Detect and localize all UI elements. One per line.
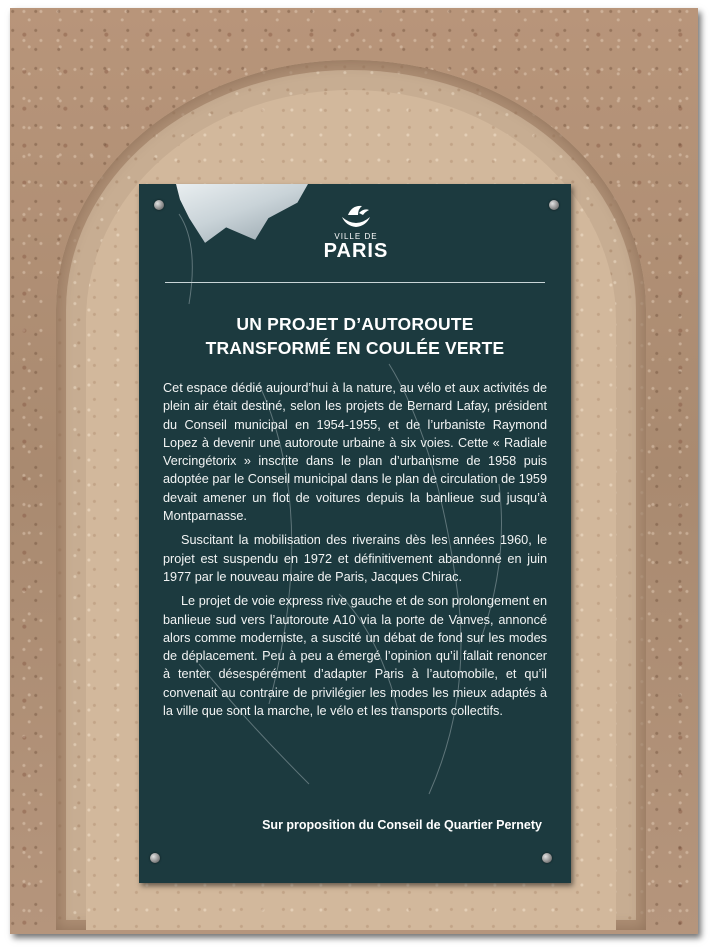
bolt-top-left bbox=[154, 200, 164, 210]
divider bbox=[165, 282, 545, 283]
paragraph-2: Suscitant la mobilisation des riverains dès les années 1960, le projet est suspendu en 1972 et définitivement abandonné en juin 1977 par le nouveau maire de Paris, Jacques Chirac. bbox=[163, 533, 547, 584]
bolt-bottom-left bbox=[150, 853, 160, 863]
bolt-top-right bbox=[549, 200, 559, 210]
logo-ville-label: VILLE DE bbox=[334, 232, 378, 241]
title-line-1: UN PROJET D’AUTOROUTE bbox=[236, 314, 474, 334]
ville-de-paris-logo bbox=[316, 203, 396, 273]
plaque-title bbox=[150, 312, 560, 360]
paris-ship-icon bbox=[336, 203, 376, 231]
paragraph-1: Cet espace dédié aujourd’hui à la nature, au vélo et aux activités de plein air était destiné, selon les projets de Bernard Lafay, président du Conseil municipal en 1954-1955, et de l’urbaniste Raymond Lopez à devenir une autoroute urbaine à six voies. Cette « Radiale Vercingétorix » inscrite dans le plan d’urbanisme de 1958 puis adoptée par le Conseil municipal dans le plan de circulation de 1959 devait amener un flot de voitures depuis la banlieue sud jusqu’à Montparnasse. bbox=[163, 381, 547, 524]
plaque-body bbox=[163, 379, 547, 726]
bolt-bottom-right bbox=[542, 853, 552, 863]
paragraph-3: Le projet de voie express rive gauche et de son prolongement en banlieue sud vers l’autoroute A10 via la porte de Vanves, annoncé alors comme moderniste, a suscité un débat de fond sur les modes de déplacement. Peu à peu a émergé l’opinion qu’il fallait renoncer à tenter désespérément d’adapter Paris à l’automobile, et qu’il convenait au contraire de privilégier les modes les mieux adaptés à la ville que sont la marche, le vélo et les transports collectifs. bbox=[163, 594, 547, 719]
plaque-credit: Sur proposition du Conseil de Quartier Pernety bbox=[262, 818, 542, 832]
title-line-2: TRANSFORMÉ EN COULÉE VERTE bbox=[205, 338, 505, 358]
logo-paris-label: PARIS bbox=[323, 240, 389, 262]
